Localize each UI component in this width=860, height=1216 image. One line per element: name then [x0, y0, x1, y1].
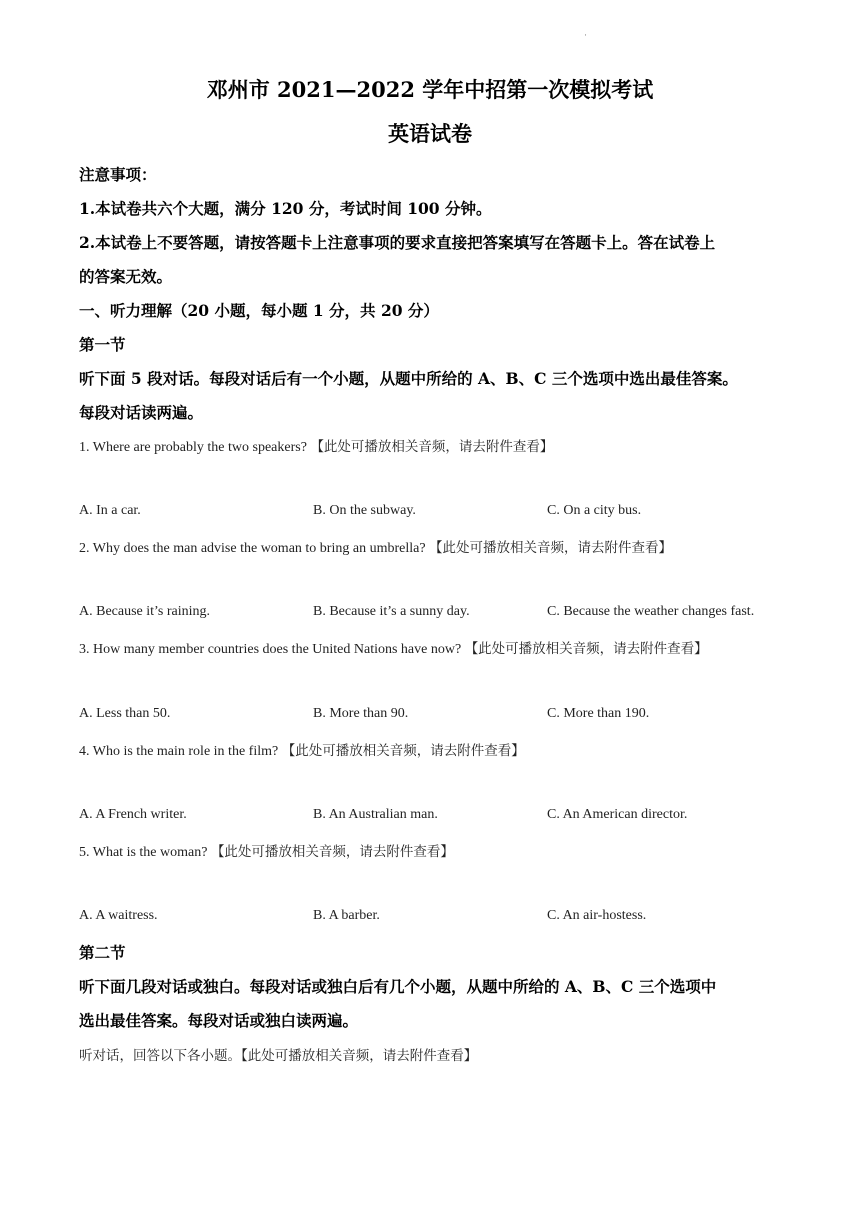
question-1-option-b: B. On the subway. [313, 503, 416, 518]
question-5-option-a: A. A waitress. [79, 908, 158, 923]
audio-note: 【此处可播放相关音频，请去附件查看】 [429, 540, 673, 556]
audio-note: 【此处可播放相关音频，请去附件查看】 [464, 641, 708, 657]
notes-item-2-line-1: 2.本试卷上不要答题，请按答题卡上注意事项的要求直接把答案填写在答题卡上。答在试卷上 [79, 233, 716, 252]
section-2-instruction-line-1: 听下面几段对话或独白。每段对话或独白后有几个小题，从题中所给的 A、B、C 三个选项中 [79, 977, 717, 996]
notes-item-1: 1.本试卷共六个大题，满分 120 分，考试时间 100 分钟。 [79, 199, 492, 218]
question-2 [79, 536, 672, 557]
question-3 [79, 637, 708, 658]
audio-note: 【此处可播放相关音频，请去附件查看】 [310, 439, 554, 455]
question-5-option-c: C. An air-hostess. [547, 908, 647, 923]
page-dot: · [584, 30, 587, 40]
audio-note: 【此处可播放相关音频，请去附件查看】 [210, 844, 454, 860]
notes-item-2-line-2: 的答案无效。 [79, 267, 173, 286]
question-text: 3. How many member countries does the United Nations have now? [79, 642, 462, 657]
question-3-option-b: B. More than 90. [313, 706, 409, 721]
exam-title: 邓州市 2021—2022 学年中招第一次模拟考试 [206, 77, 654, 102]
question-text: 4. Who is the main role in the film? [79, 744, 279, 759]
question-2-option-c: C. Because the weather changes fast. [547, 604, 755, 619]
question-4-option-b: B. An Australian man. [313, 807, 438, 822]
question-4 [79, 739, 525, 760]
question-3-option-c: C. More than 190. [547, 706, 650, 721]
question-4-option-c: C. An American director. [547, 807, 688, 822]
audio-note: 【此处可播放相关音频，请去附件查看】 [281, 743, 525, 759]
question-1 [79, 435, 553, 456]
question-5-option-b: B. A barber. [313, 908, 380, 923]
exam-subtitle: 英语试卷 [388, 121, 472, 146]
question-5 [79, 840, 454, 861]
question-1-option-c: C. On a city bus. [547, 503, 642, 518]
question-3-option-a: A. Less than 50. [79, 706, 171, 721]
question-4-option-a: A. A French writer. [79, 807, 187, 822]
section-1-instruction-line-2: 每段对话读两遍。 [79, 403, 204, 422]
notes-heading: 注意事项： [79, 165, 157, 184]
dialog-intro: 听对话，回答以下各小题。【此处可播放相关音频，请去附件查看】 [79, 1048, 478, 1064]
section-2-instruction-line-2: 选出最佳答案。每段对话或独白读两遍。 [79, 1011, 359, 1030]
question-2-option-b: B. Because it’s a sunny day. [313, 604, 470, 619]
question-text: 1. Where are probably the two speakers? [79, 440, 307, 455]
section-2-heading: 第二节 [79, 943, 126, 962]
question-1-option-a: A. In a car. [79, 503, 141, 518]
question-text: 2. Why does the man advise the woman to bring an umbrella? [79, 541, 426, 556]
question-2-option-a: A. Because it’s raining. [79, 604, 211, 619]
part-1-heading: 一、听力理解（20 小题，每小题 1 分，共 20 分） [79, 301, 439, 320]
question-text: 5. What is the woman? [79, 845, 208, 860]
section-1-instruction-line-1: 听下面 5 段对话。每段对话后有一个小题，从题中所给的 A、B、C 三个选项中选出最佳答案。 [79, 369, 738, 388]
section-1-heading: 第一节 [79, 335, 126, 354]
